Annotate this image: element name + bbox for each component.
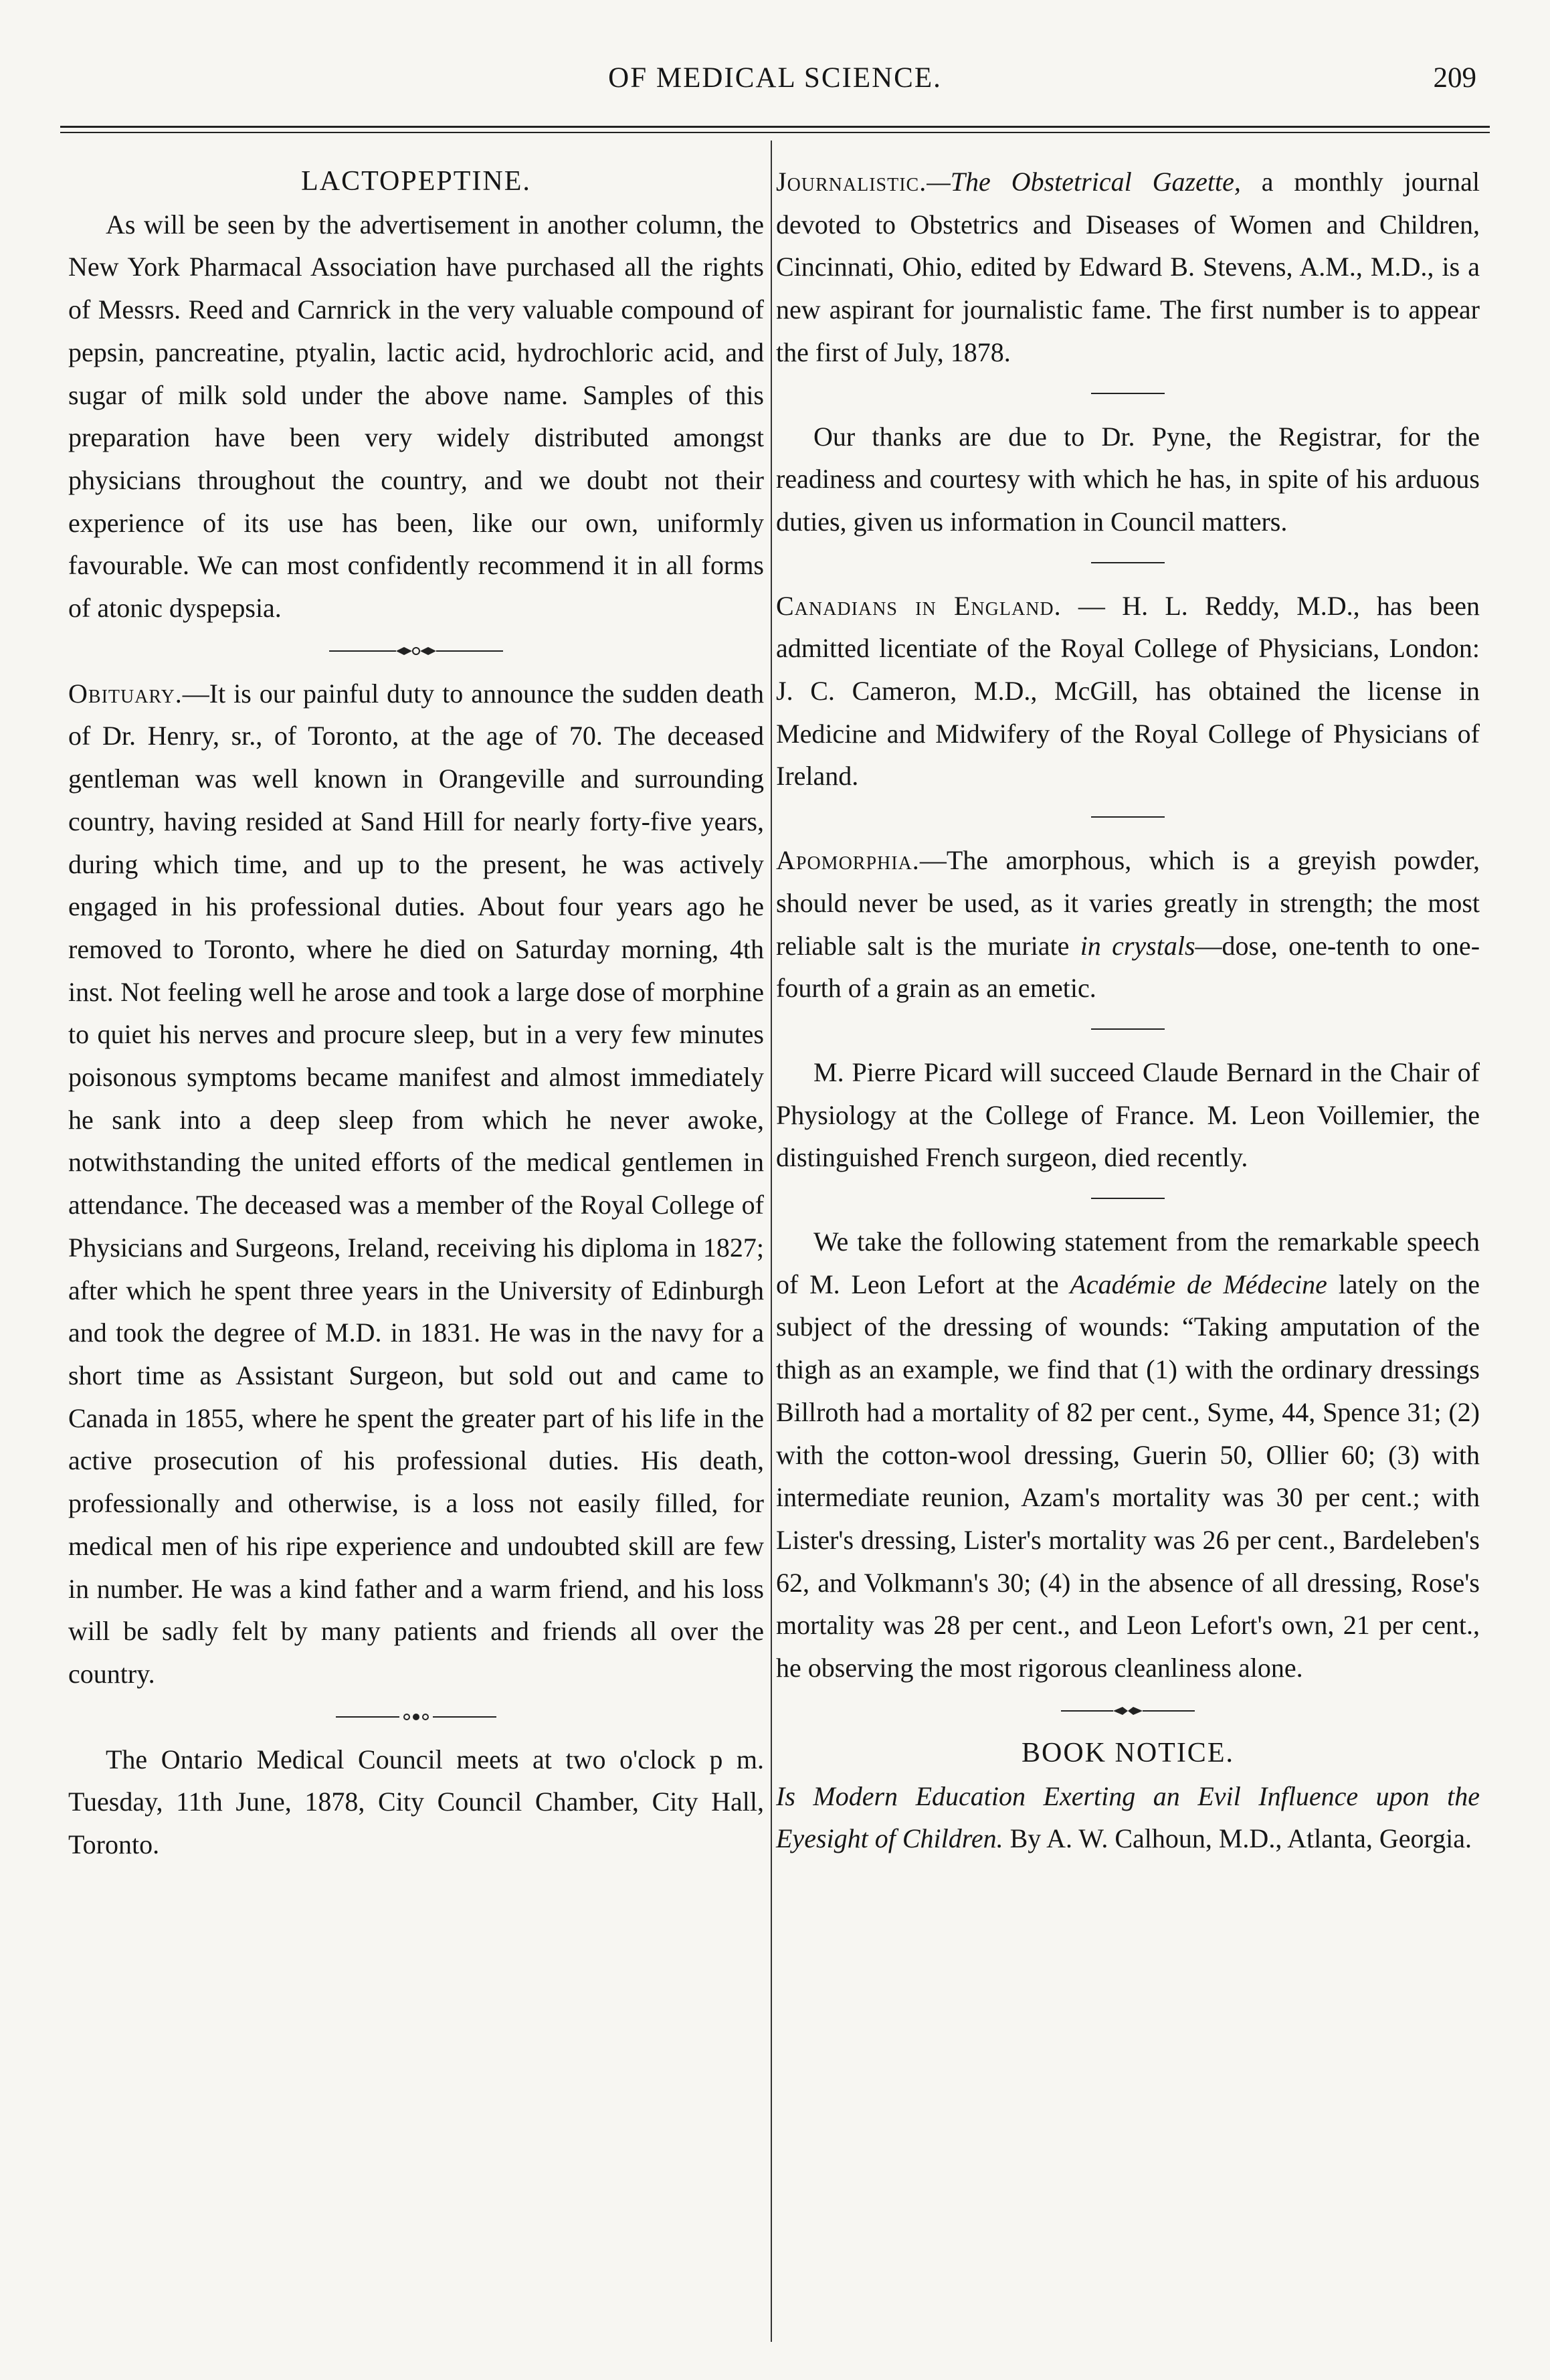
book-title: Is Modern Education Exerting an Evil Influence upon the Eyesight of Children. (776, 1780, 1480, 1854)
page-number: 209 (1433, 62, 1476, 94)
lactopeptine-paragraph: As will be seen by the advertisement in another column, the New York Pharmacal Association have purchased all the rights of Messrs. Reed and Carnrick in the very valuable compound of pepsin, pancreatine, ptyalin, lactic acid, hydrochloric acid, and sugar of milk sold under the above name. Samples of this preparation have been very widely distributed amongst physicians throughout the country, and we doubt not their experience of its use has been, like our own, uniformly favourable. We can most confidently recommend it in all forms of atonic dyspepsia. (68, 209, 764, 624)
obituary-lead: Obituary. (68, 678, 183, 709)
book-notice-paragraph (776, 1775, 1480, 1860)
ornament-icon (336, 1709, 496, 1725)
ornament-icon (329, 643, 503, 659)
apomorphia-body-2: —dose, one-tenth to one-fourth of a grain as an emetic. (776, 930, 1480, 1004)
canadians-body: — H. L. Reddy, M.D., has been admitted licentiate of the Royal College of Physicians, London: J. C. Cameron, M.D., McGill, has obtained the license in Medicine and Midwifery of the Royal College of Physicians of Ireland. (776, 590, 1480, 792)
short-rule (1091, 1028, 1165, 1031)
ornamental-divider-2 (68, 1709, 764, 1725)
council-notice: The Ontario Medical Council meets at two o'clock p m. Tuesday, 11th June, 1878, City Council Chamber, City Hall, Toronto. (68, 1744, 764, 1860)
right-column (776, 161, 1480, 1860)
short-rule (1091, 1198, 1165, 1200)
academie-title: Académie de Médecine (1070, 1269, 1327, 1299)
lactopeptine-heading: LACTOPEPTINE. (301, 166, 531, 197)
apomorphia-lead: Apomorphia. (776, 845, 920, 876)
lefort-body-1: We take the following statement from the remarkable speech of M. Leon Lefort at the (776, 1226, 1480, 1299)
short-rule (1091, 393, 1165, 395)
journalistic-paragraph (776, 161, 1480, 374)
apomorphia-paragraph (776, 839, 1480, 1010)
book-byline: By A. W. Calhoun, M.D., Atlanta, Georgia. (1003, 1823, 1472, 1854)
obituary-body: —It is our painful duty to announce the sudden death of Dr. Henry, sr., of Toronto, at the age of 70. The deceased gentleman was well known in Orangeville and surrounding country, having resided at Sand Hill for nearly forty-five years, during which time, and up to the present, he was actively engaged in his professional duties. About four years ago he removed to Toronto, where he died on Saturday morning, 4th inst. Not feeling well he arose and took a large dose of morphine to quiet his nerves and procure sleep, but in a very few minutes poisonous symptoms became manifest and almost immediately he sank into a deep sleep from which he never awoke, notwithstanding the united efforts of the medical gentlemen in attendance. The deceased was a member of the Royal College of Physicians and Surgeons, Ireland, receiving his diploma in 1827; after which he spent three years in the University of Edinburgh and took the degree of M.D. in 1831. He was in the navy for a short time as Assistant Surgeon, but sold out and came to Canada in 1855, where he spent the greater part of his life in the active prosecution of his professional duties. His death, professionally and otherwise, is a loss not easily filled, for medical men of his ripe experience and undoubted skill are few in number. He was a kind father and a warm friend, and his loss will be sadly felt by many patients and friends all over the country. (68, 678, 764, 1689)
apomorphia-body-1: —The amorphous, which is a greyish powder, should never be used, as it varies greatly in strength; the most reliable salt is the muriate (776, 845, 1480, 961)
canadians-paragraph (776, 585, 1480, 798)
header-rule (60, 126, 1490, 128)
lefort-paragraph (776, 1220, 1480, 1689)
column-divider (771, 141, 772, 2342)
running-head (60, 62, 1490, 108)
short-rule (1091, 816, 1165, 819)
journalistic-lead: Journalistic. (776, 167, 927, 197)
ornamental-divider (68, 643, 764, 659)
lefort-body-2: lately on the subject of the dressing of wounds: “Taking amputation of the thigh as an example, we find that (1) with the ordinary dressings Billroth had a mortality of 82 per cent., Syme, 44, Spence 31; (2) with the cotton-wool dressing, Guerin 50, Ollier 60; (3) with intermediate reunion, Azam's mortality was 30 per cent.; with Lister's dressing, Lister's mortality was 26 per cent., Bardeleben's 62, and Volkmann's 30; (4) in the absence of all dressing, Rose's mortality was 28 per cent., and Leon Lefort's own, 21 per cent., he observing the most rigorous cleanliness alone. (776, 1269, 1480, 1683)
book-notice-heading: BOOK NOTICE. (1022, 1737, 1234, 1768)
running-title: OF MEDICAL SCIENCE. (608, 62, 942, 94)
canadians-lead: Canadians in England. (776, 590, 1062, 621)
journal-title: —The Obstetrical Gazette, (927, 167, 1241, 197)
ornamental-divider-3 (776, 1703, 1480, 1719)
short-rule (1091, 562, 1165, 565)
header-rule-thin (60, 132, 1490, 133)
obituary-paragraph (68, 672, 764, 1696)
picard-paragraph: M. Pierre Picard will succeed Claude Bernard in the Chair of Physiology at the College of France. M. Leon Voillemier, the distinguished French surgeon, died recently. (776, 1057, 1480, 1173)
thanks-paragraph: Our thanks are due to Dr. Pyne, the Registrar, for the readiness and courtesy with which he has, in spite of his arduous duties, given us information in Council matters. (776, 421, 1480, 537)
journalistic-body: a monthly journal devoted to Obstetrics and Diseases of Women and Children, Cincinnati, Ohio, edited by Edward B. Stevens, A.M., M.D., is a new aspirant for journalistic fame. The first number is to appear the first of July, 1878. (776, 167, 1480, 367)
left-column (68, 161, 764, 1866)
apomorphia-italic: in crystals (1080, 930, 1195, 961)
ornament-icon (1061, 1703, 1195, 1719)
